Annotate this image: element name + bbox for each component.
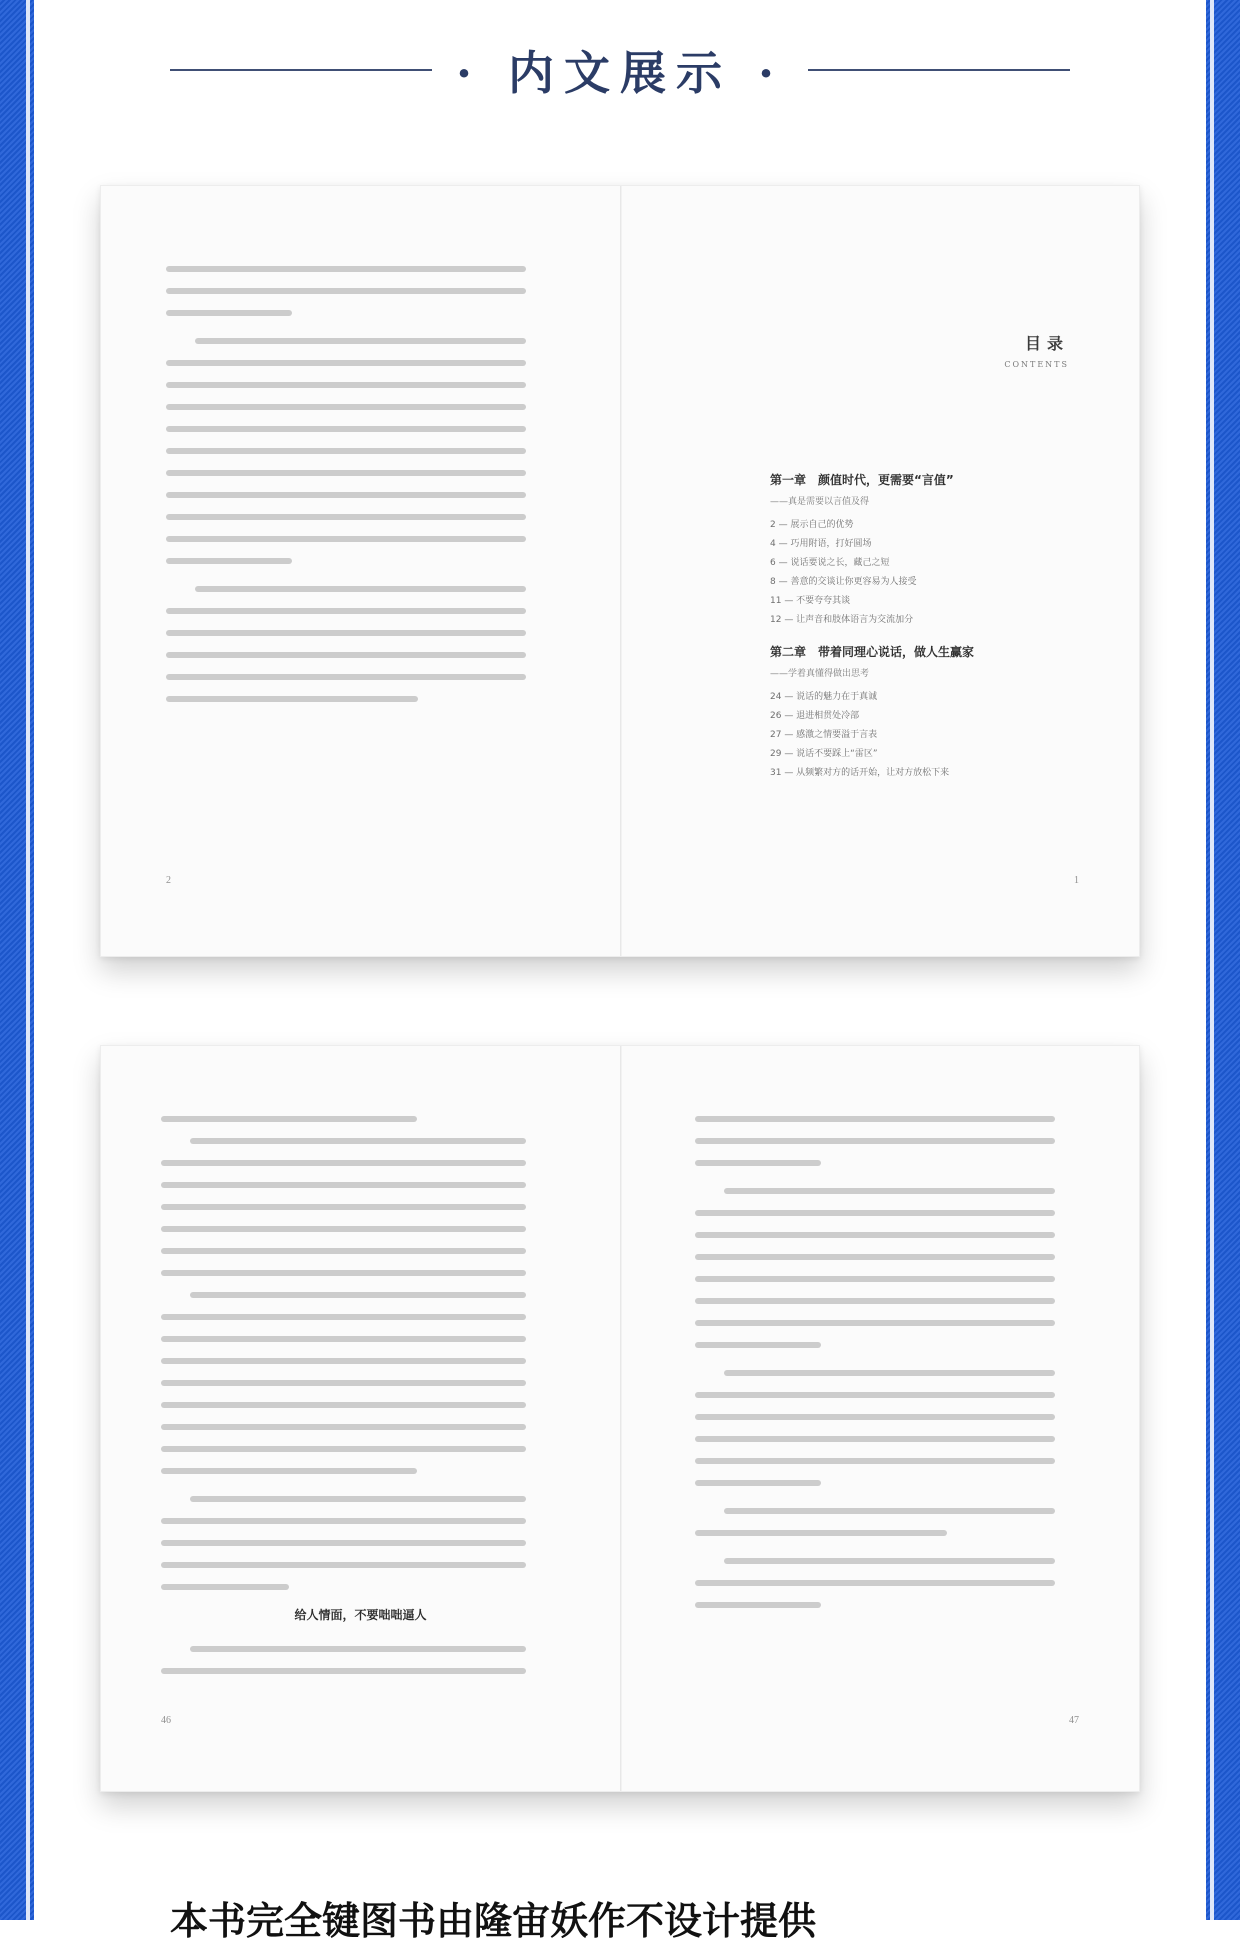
- spread2-left-text-2: [161, 1646, 526, 1690]
- toc-entry: 26 — 退进相贯处冷部: [770, 711, 860, 721]
- toc-entry: 11 — 不要夸夸其谈: [770, 596, 851, 606]
- spread1-left-page: [101, 186, 620, 956]
- section-header: [170, 40, 1070, 100]
- page-number-left: 46: [161, 1715, 171, 1726]
- left-border: [0, 0, 34, 1920]
- book-spread-1: [100, 185, 1140, 957]
- bottom-heading: 本书完全键图书由隆宙妖作不设计提供: [170, 1898, 817, 1943]
- spread2-left-text: [161, 1116, 526, 1606]
- toc-entry: 31 — 从频繁对方的话开始，让对方放松下来: [770, 768, 950, 778]
- spread2-left-page: [101, 1046, 620, 1791]
- page-number-right: 47: [1069, 1715, 1079, 1726]
- spread1-right-page: [620, 186, 1139, 956]
- section-heading: 给人情面，不要咄咄逼人: [294, 1608, 427, 1622]
- toc-entry: 2 — 展示自己的优势: [770, 520, 854, 530]
- spread2-right-text: [695, 1116, 1055, 1624]
- toc-entry: 8 — 善意的交谈让你更容易为人接受: [770, 577, 917, 587]
- toc-chapter-title: 第二章 带着同理心说话，做人生赢家: [770, 645, 975, 659]
- page-number-right: 1: [1074, 875, 1079, 886]
- spread2-right-page: [620, 1046, 1139, 1791]
- toc-title: [1004, 331, 1069, 369]
- book-spread-2: [100, 1045, 1140, 1792]
- toc-entry: 27 — 感激之情要溢于言表: [770, 730, 878, 740]
- toc-chapter-subtitle: ——真是需要以言值及得: [770, 497, 870, 507]
- toc-chapter-2: [770, 643, 1070, 778]
- toc-entry: 29 — 说话不要踩上“雷区”: [770, 749, 878, 759]
- toc-entry: 12 — 让声音和肢体语言为交流加分: [770, 615, 914, 625]
- toc-entry: 4 — 巧用附语，打好圆场: [770, 539, 872, 549]
- toc-chapter-1: [770, 471, 1070, 625]
- table-of-contents: [770, 471, 1070, 796]
- toc-entry: 24 — 说话的魅力在于真诚: [770, 692, 878, 702]
- toc-title-subtitle: CONTENTS: [1004, 360, 1069, 369]
- right-border: [1206, 0, 1240, 1920]
- page-number-left: 2: [166, 875, 171, 886]
- toc-title-main: 目录: [1024, 334, 1069, 353]
- spread1-left-text: [166, 266, 526, 718]
- header-right-rule: [808, 69, 1070, 71]
- toc-entry: 6 — 说话要说之长，藏己之短: [770, 558, 890, 568]
- toc-chapter-title: 第一章 颜值时代，更需要“言值”: [770, 473, 954, 487]
- section-title: · 内文展示 ·: [455, 46, 785, 100]
- header-left-rule: [170, 69, 432, 71]
- toc-chapter-subtitle: ——学着真懂得做出思考: [770, 669, 870, 679]
